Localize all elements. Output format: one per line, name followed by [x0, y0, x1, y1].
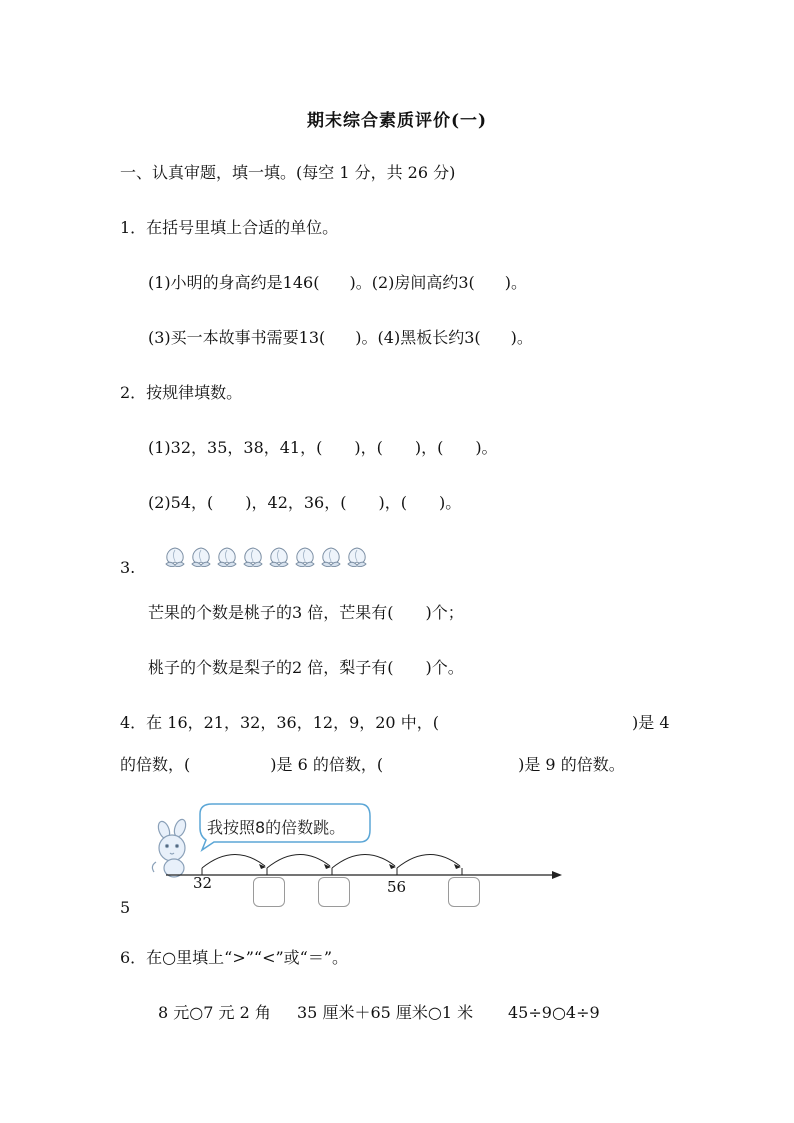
q1-line1-b: )。(2)房间高约3(: [349, 273, 475, 292]
q2-line1[interactable]: (1)32，35，38，41，( )，( )，( )。: [148, 438, 498, 457]
rabbit-icon: [152, 818, 187, 877]
answer-blank[interactable]: [460, 712, 630, 734]
q2-line2[interactable]: (2)54，( )，42，36，( )，( )。: [148, 493, 462, 512]
q4-line2: [120, 754, 625, 776]
section-heading: 一、认真审题，填一填。(每空 1 分，共 26 分): [120, 163, 456, 182]
peach-icon: [293, 545, 317, 569]
q1-line2-c: )。: [510, 328, 533, 347]
q1-line2: [148, 327, 533, 349]
jump-arc: [202, 854, 265, 868]
jump-arc: [267, 854, 330, 868]
q1-line2-a: (3)买一本故事书需要13(: [148, 328, 326, 347]
peach-icon: [241, 545, 265, 569]
q1-line1: [148, 272, 527, 294]
q4-line2a: 的倍数，(: [120, 755, 191, 774]
q1-line2-b: )。(4)黑板长约3(: [355, 328, 481, 347]
page-title: 期末综合素质评价(一): [306, 111, 488, 131]
number-label-56: 56: [387, 878, 407, 896]
peach-icon: [319, 545, 343, 569]
q4-line2c: )是 9 的倍数。: [518, 755, 625, 774]
q1-line1-a: (1)小明的身高约是146(: [148, 273, 320, 292]
peach-icon: [163, 545, 187, 569]
peach-icon: [267, 545, 291, 569]
q4-line1a: 4．在 16，21，32，36，12，9，20 中，(: [120, 713, 439, 732]
q1-line1-c: )。: [504, 273, 528, 292]
q3-number: 3.: [120, 558, 136, 577]
jump-arc: [397, 854, 460, 868]
peach-icon: [345, 545, 369, 569]
q4-line1b: )是 4: [632, 713, 670, 732]
q5-number: 5: [120, 898, 131, 917]
jump-arc: [332, 854, 395, 868]
number-label-32: 32: [193, 874, 213, 892]
peach-row: [163, 545, 369, 569]
q3-line1[interactable]: 芒果的个数是桃子的3 倍，芒果有( )个；: [148, 603, 464, 622]
answer-box[interactable]: [448, 877, 480, 907]
q6-stem: 6．在○里填上“>”“<”或“＝”。: [120, 948, 349, 967]
peach-icon: [215, 545, 239, 569]
peach-icon: [189, 545, 213, 569]
q2-stem: 2．按规律填数。: [120, 383, 243, 402]
answer-box[interactable]: [253, 877, 285, 907]
axis-arrow: [552, 871, 562, 879]
q4-line2b: )是 6 的倍数，(: [270, 755, 384, 774]
q6-item-2[interactable]: 35 厘米＋65 厘米○1 米: [297, 1003, 474, 1022]
q1-stem: 1．在括号里填上合适的单位。: [120, 218, 339, 237]
q3-line2[interactable]: 桃子的个数是梨子的2 倍，梨子有( )个。: [148, 658, 464, 677]
speech-text: 我按照8的倍数跳。: [207, 818, 346, 837]
answer-box[interactable]: [318, 877, 350, 907]
q6-item-1[interactable]: 8 元○7 元 2 角: [158, 1003, 271, 1022]
number-line-figure: [140, 800, 580, 915]
q6-item-3[interactable]: 45÷9○4÷9: [508, 1003, 600, 1022]
